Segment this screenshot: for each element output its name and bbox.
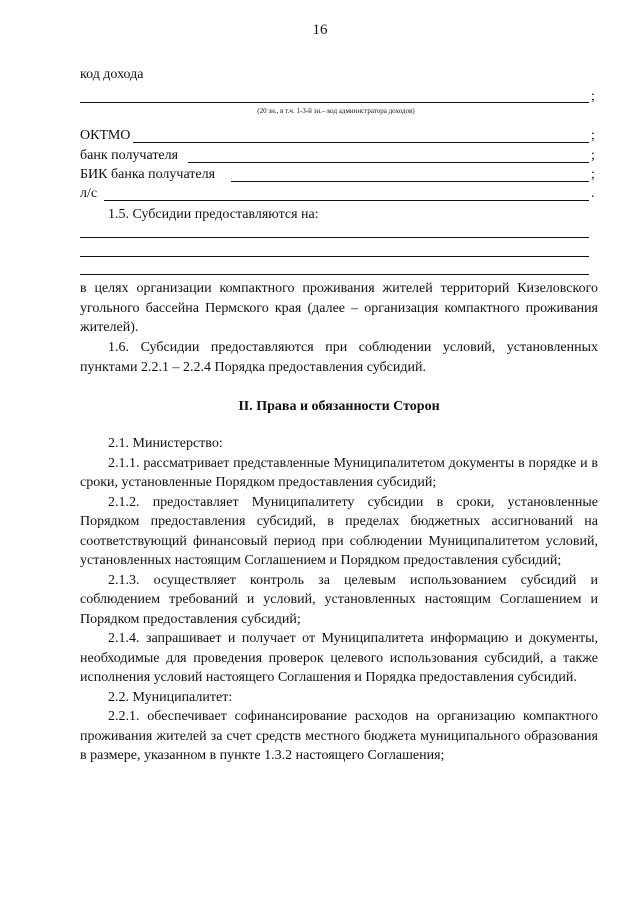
income-code-line: [80, 102, 589, 103]
paragraph-2-1-3: 2.1.3. осуществляет контроль за целевым использованием субсидий и соблюдением требований и условий, установленных настоящим Соглашением и Порядком предоставления субсидий;: [80, 572, 598, 627]
bank-label: банк получателя: [80, 148, 179, 163]
bank-end: ;: [591, 148, 595, 163]
oktmo-label: ОКТМО: [80, 128, 131, 143]
bik-label: БИК банка получателя: [80, 167, 216, 182]
oktmo-end: ;: [591, 128, 595, 143]
account-label: л/с: [80, 186, 98, 201]
paragraph-2-1-1: 2.1.1. рассматривает представленные Муниципалитетом документы в порядке и в сроки, установленные Порядком предоставления субсидий;: [80, 455, 598, 490]
bik-line: [231, 181, 589, 182]
blank-line-3: [80, 274, 589, 275]
paragraph-1-6: 1.6. Субсидии предоставляются при соблюдении условий, установленных пунктами 2.2.1 – 2.2.4 Порядка предоставления субсидий.: [80, 340, 598, 375]
income-code-end: ;: [591, 89, 595, 104]
paragraph-1-5: 1.5. Субсидии предоставляются на:: [108, 207, 319, 222]
account-line: [104, 200, 589, 201]
bank-line: [188, 162, 589, 163]
section-heading: II. Права и обязанности Сторон: [238, 399, 440, 414]
paragraph-2-1: 2.1. Министерство:: [108, 436, 223, 451]
paragraph-2-2-1: 2.2.1. обеспечивает софинансирование расходов на организацию компактного проживания жителей за счет средств местного бюджета муниципального образования в размере, указанном в пункте 1.3.2 настоящего Соглашения;: [80, 709, 598, 763]
oktmo-line: [133, 142, 589, 143]
section-2-body: [80, 434, 598, 766]
paragraph-2-1-4: 2.1.4. запрашивает и получает от Муниципалитета информацию и документы, необходимые для проведения проверок целевого использования субсидий, а также исполнения условий настоящего Соглашения и Порядка предоставления субсидий.: [80, 631, 598, 685]
blank-line-1: [80, 237, 589, 238]
paragraph-2-2: 2.2. Муниципалитет:: [108, 689, 233, 705]
paragraph-2-1-2: 2.1.2. предоставляет Муниципалитету субсидии в сроки, установленные Порядком предоставления субсидий, в пределах бюджетных ассигнований на соответствующий финансовый период при соблюдении Муниципалитетом условий, установленных настоящим Соглашением и Порядком предоставления субсидий;: [80, 494, 598, 568]
paragraph-1-5-continuation: в целях организации компактного проживания жителей территорий Кизеловского угольного бассейна Пермского края (далее – организация компактного проживания жителей).: [80, 281, 598, 335]
page-number: 16: [312, 22, 328, 38]
bik-end: ;: [591, 167, 595, 182]
blank-line-2: [80, 256, 589, 257]
account-end: .: [591, 186, 595, 201]
income-code-label: код дохода: [80, 67, 144, 82]
income-code-caption: (20 зн., в т.ч. 1-3-й зн.– код администратора доходов): [257, 107, 415, 115]
